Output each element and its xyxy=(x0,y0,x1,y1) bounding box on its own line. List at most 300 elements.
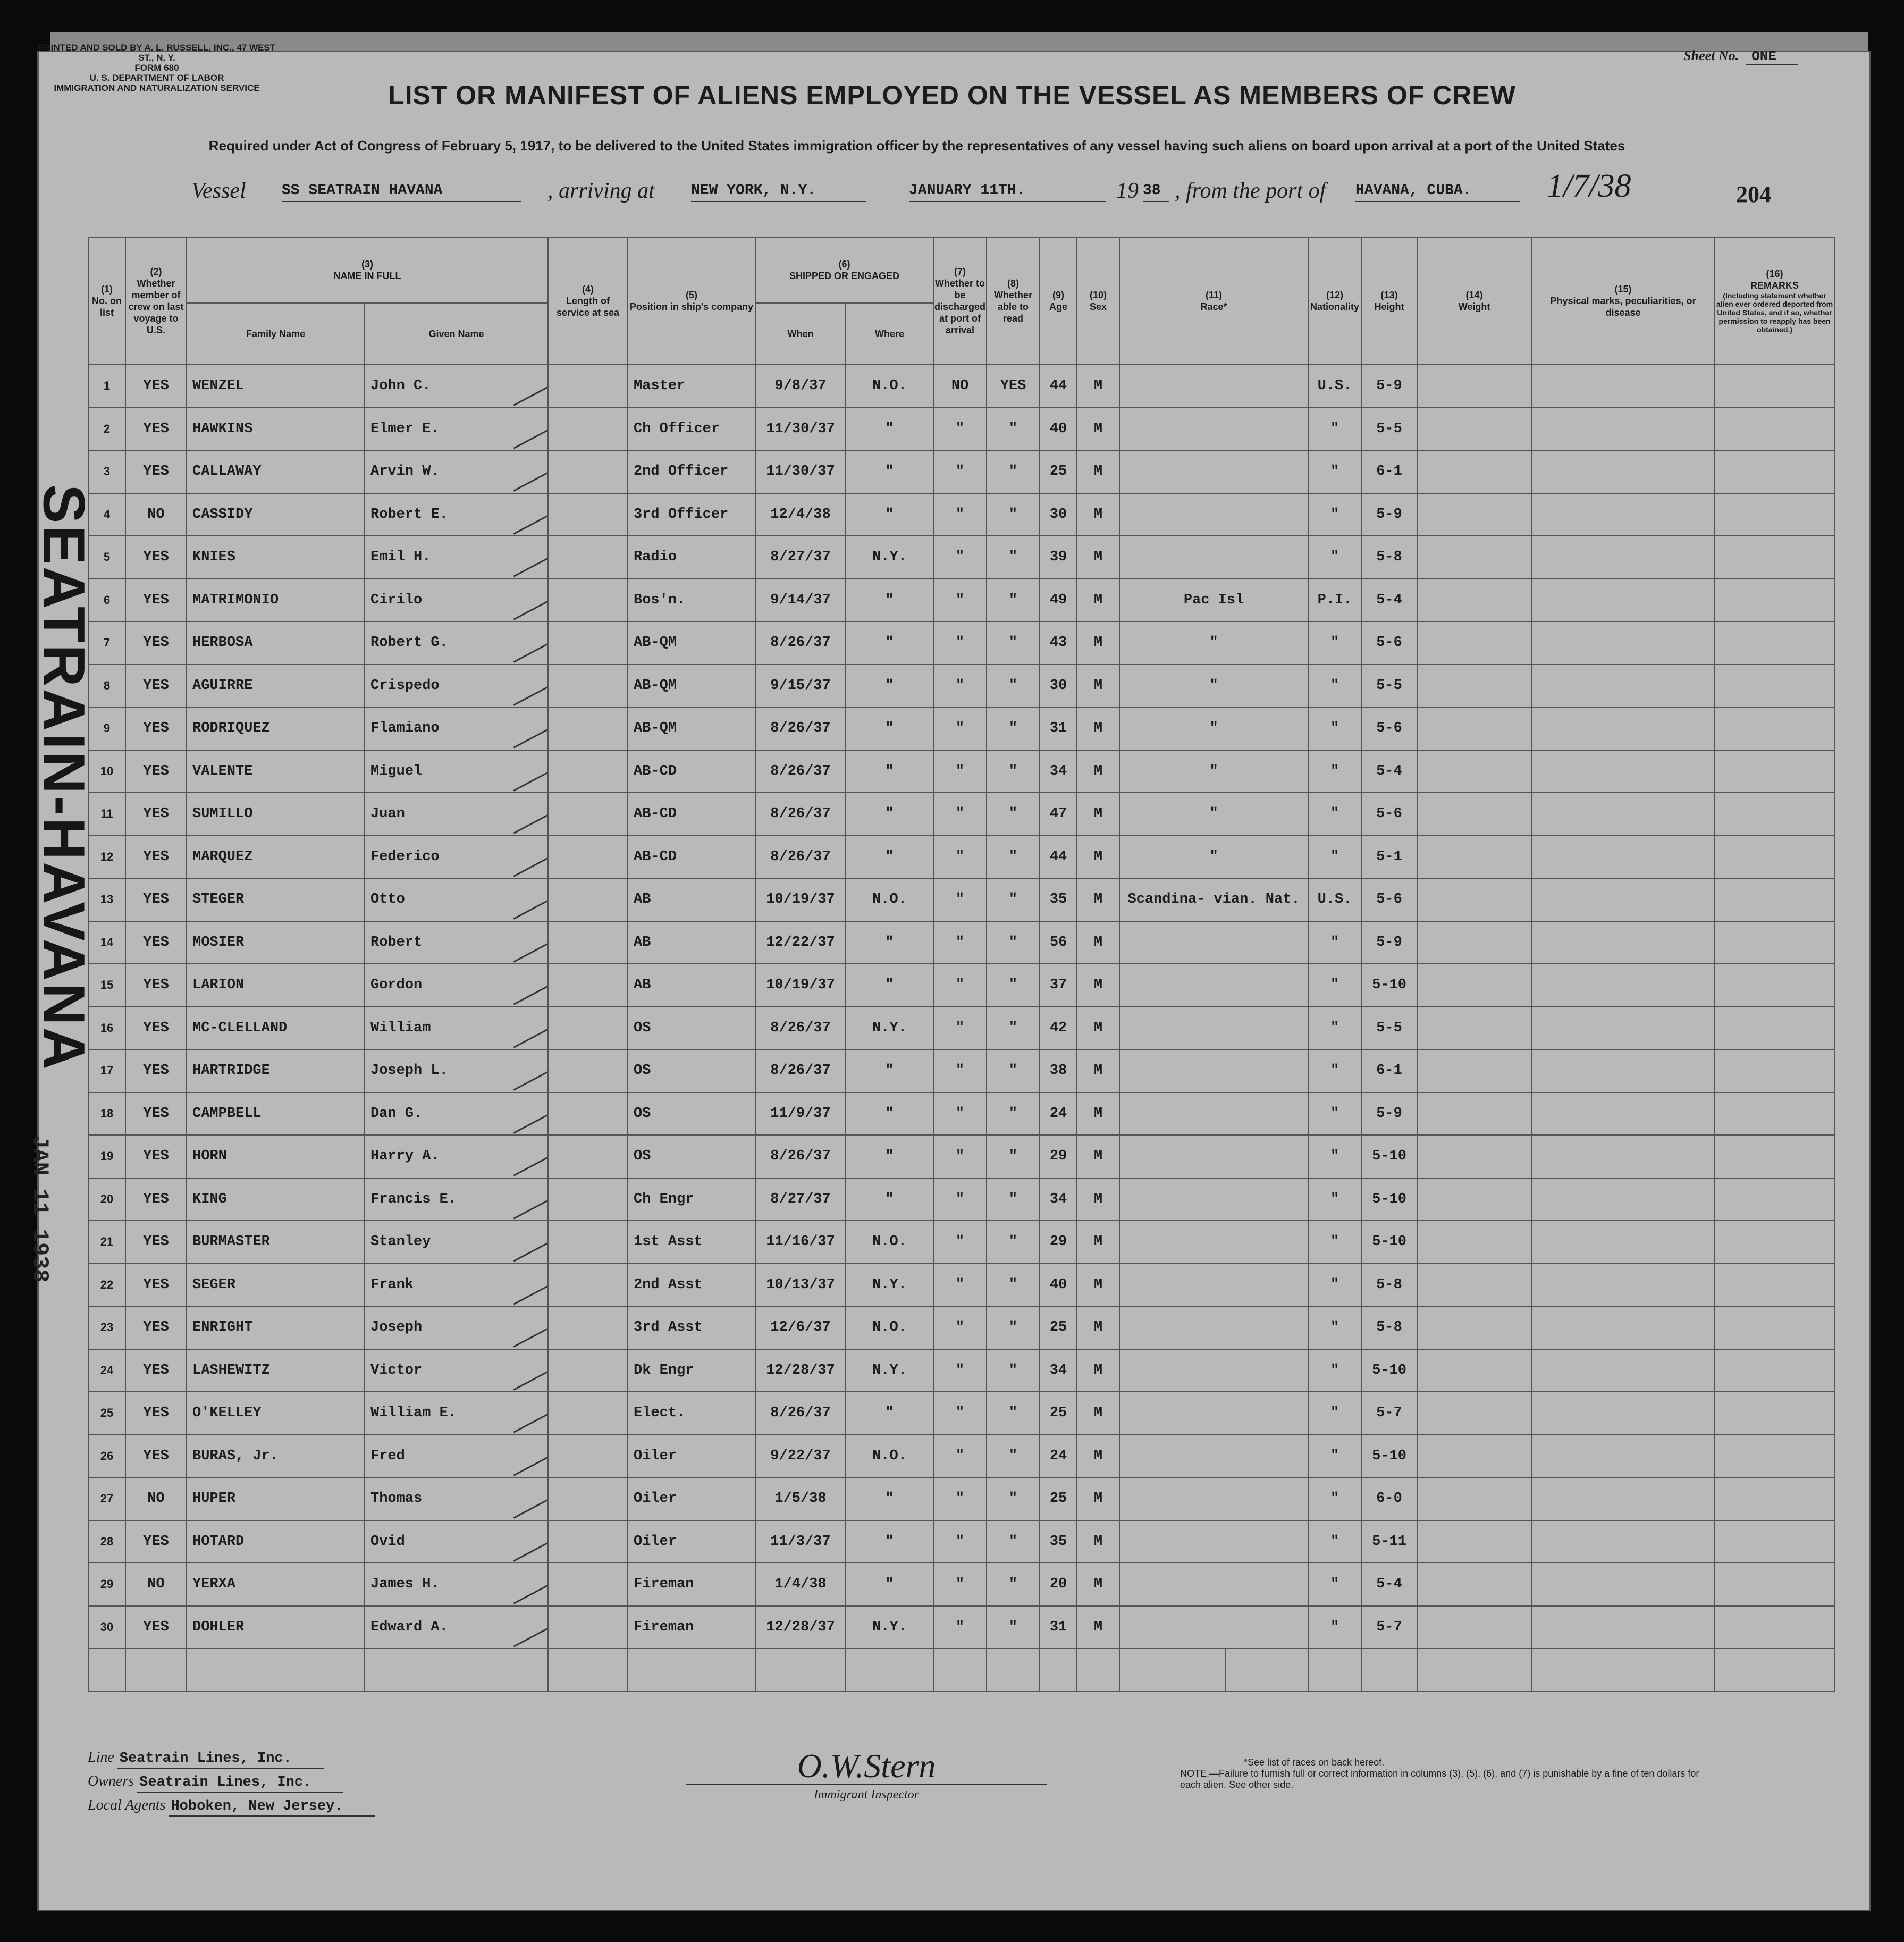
sheet-number-label: Sheet No. xyxy=(1683,48,1739,63)
age-value: 34 xyxy=(1049,763,1067,779)
shipped-where-cell xyxy=(846,921,933,964)
inspector-signature: O.W.Stern xyxy=(686,1746,1047,1785)
row-number-value: 28 xyxy=(100,1534,114,1548)
physical-marks-cell xyxy=(1531,1049,1715,1092)
discharged-cell xyxy=(933,1563,987,1606)
shipped-where-value: N.O. xyxy=(872,892,907,908)
given-name-cell xyxy=(365,1520,548,1563)
able-to-read-cell xyxy=(987,1135,1040,1178)
discharged-cell xyxy=(933,793,987,836)
race-cell xyxy=(1119,1221,1308,1264)
shipped-when-cell xyxy=(755,1178,846,1221)
col-where-header: Where xyxy=(846,303,933,365)
sex-value: M xyxy=(1093,1619,1103,1635)
family-name-cell xyxy=(187,1349,365,1392)
age-value: 40 xyxy=(1049,1276,1067,1293)
check-mark-icon xyxy=(503,878,548,920)
position-cell xyxy=(628,1606,755,1649)
age-value: 30 xyxy=(1049,506,1067,523)
sex-cell xyxy=(1077,793,1119,836)
discharged-value: " xyxy=(955,934,965,951)
shipped-where-value: " xyxy=(885,848,894,865)
height-value: 5-6 xyxy=(1376,806,1402,822)
blank-row xyxy=(88,1649,1834,1692)
last-voyage-cell xyxy=(125,493,187,536)
sex-value: M xyxy=(1093,549,1103,566)
age-cell xyxy=(1040,1221,1077,1264)
family-name-value: KNIES xyxy=(192,549,236,566)
nationality-value: " xyxy=(1330,1362,1339,1378)
height-value: 5-5 xyxy=(1376,677,1402,694)
position-value: AB xyxy=(634,977,651,994)
service: IMMIGRATION AND NATURALIZATION SERVICE xyxy=(54,83,260,93)
age-value: 35 xyxy=(1049,1533,1067,1550)
family-name-cell xyxy=(187,750,365,793)
discharged-cell xyxy=(933,836,987,879)
shipped-when-value: 11/16/37 xyxy=(766,1234,835,1250)
shipped-where-cell xyxy=(846,1049,933,1092)
age-value: 44 xyxy=(1049,848,1067,865)
nationality-cell xyxy=(1308,665,1361,708)
shipped-when-value: 8/26/37 xyxy=(770,1020,831,1036)
able-to-read-cell xyxy=(987,536,1040,579)
weight-cell xyxy=(1417,1392,1531,1435)
crew-row xyxy=(88,408,1834,451)
height-value: 5-4 xyxy=(1376,763,1402,779)
remarks-cell xyxy=(1715,493,1834,536)
crew-row xyxy=(88,1306,1834,1349)
able-to-read-value: " xyxy=(1008,1619,1018,1635)
given-name-value: Flamiano xyxy=(370,720,440,737)
row-number-value: 17 xyxy=(100,1064,114,1078)
weight-cell xyxy=(1417,493,1531,536)
discharged-value: " xyxy=(955,677,965,694)
shipped-when-cell xyxy=(755,1563,846,1606)
sex-cell xyxy=(1077,450,1119,493)
crew-row xyxy=(88,750,1834,793)
row-number-value: 22 xyxy=(100,1277,114,1291)
age-cell xyxy=(1040,1092,1077,1136)
family-name-cell xyxy=(187,1392,365,1435)
sex-value: M xyxy=(1093,1276,1103,1293)
race-cell xyxy=(1119,1349,1308,1392)
able-to-read-cell xyxy=(987,921,1040,964)
position-value: AB xyxy=(634,934,651,951)
family-name-value: LARION xyxy=(192,977,245,994)
form-number: FORM 680 xyxy=(134,63,179,73)
row-number-value: 27 xyxy=(100,1492,114,1506)
discharged-value: " xyxy=(955,421,965,437)
position-value: AB-CD xyxy=(634,848,677,865)
discharged-cell xyxy=(933,921,987,964)
position-cell xyxy=(628,921,755,964)
able-to-read-value: " xyxy=(1008,1362,1018,1378)
shipped-where-value: " xyxy=(885,1491,894,1507)
crew-row xyxy=(88,1563,1834,1606)
nationality-value: " xyxy=(1330,806,1339,822)
nationality-value: " xyxy=(1330,977,1339,994)
length-service-cell xyxy=(548,408,628,451)
able-to-read-cell xyxy=(987,964,1040,1007)
race-cell xyxy=(1119,579,1308,622)
row-number-value: 23 xyxy=(100,1321,114,1334)
position-cell xyxy=(628,450,755,493)
family-name-cell xyxy=(187,1520,365,1563)
length-service-cell xyxy=(548,450,628,493)
length-service-cell xyxy=(548,1049,628,1092)
last-voyage-cell xyxy=(125,450,187,493)
weight-cell xyxy=(1417,1435,1531,1478)
shipped-when-cell xyxy=(755,665,846,708)
family-name-cell xyxy=(187,1135,365,1178)
height-value: 5-5 xyxy=(1376,1020,1402,1036)
shipped-when-value: 9/14/37 xyxy=(770,592,831,608)
remarks-cell xyxy=(1715,450,1834,493)
check-mark-icon xyxy=(503,964,548,1005)
age-value: 20 xyxy=(1049,1576,1067,1593)
age-cell xyxy=(1040,450,1077,493)
given-name-value: Robert G. xyxy=(370,635,448,651)
age-value: 29 xyxy=(1049,1234,1067,1250)
height-cell xyxy=(1361,1221,1417,1264)
family-name-cell xyxy=(187,1092,365,1136)
height-cell xyxy=(1361,1178,1417,1221)
shipped-where-value: N.Y. xyxy=(872,1276,907,1293)
check-mark-icon xyxy=(503,1007,548,1048)
crew-row xyxy=(88,964,1834,1007)
able-to-read-value: " xyxy=(1008,1105,1018,1122)
sex-value: M xyxy=(1093,1319,1103,1336)
position-value: Fireman xyxy=(634,1619,694,1635)
check-mark-icon xyxy=(503,750,548,792)
family-name-cell xyxy=(187,793,365,836)
age-cell xyxy=(1040,1306,1077,1349)
height-value: 5-6 xyxy=(1376,635,1402,651)
position-value: Ch Engr xyxy=(634,1191,694,1207)
height-value: 5-10 xyxy=(1372,1148,1406,1165)
height-value: 5-10 xyxy=(1372,1362,1406,1378)
age-cell xyxy=(1040,1178,1077,1221)
col-discharged-header: (7) Whether to be discharged at port of arrival xyxy=(933,237,987,365)
height-value: 5-10 xyxy=(1372,1191,1406,1207)
position-cell xyxy=(628,493,755,536)
able-to-read-cell xyxy=(987,493,1040,536)
weight-cell xyxy=(1417,707,1531,750)
last-voyage-value: YES xyxy=(143,1319,169,1336)
shipped-where-value: " xyxy=(885,763,894,779)
discharged-cell xyxy=(933,365,987,408)
position-value: OS xyxy=(634,1063,651,1079)
length-service-cell xyxy=(548,1092,628,1136)
nationality-cell xyxy=(1308,964,1361,1007)
sex-cell xyxy=(1077,707,1119,750)
able-to-read-cell xyxy=(987,793,1040,836)
arrival-date: JANUARY 11TH. xyxy=(909,182,1106,202)
height-cell xyxy=(1361,665,1417,708)
last-voyage-value: YES xyxy=(143,806,169,822)
col-length-service-header: (4) Length of service at sea xyxy=(548,237,628,365)
nationality-value: " xyxy=(1330,1234,1339,1250)
weight-cell xyxy=(1417,450,1531,493)
nationality-value: " xyxy=(1330,1405,1339,1422)
height-value: 5-4 xyxy=(1376,1576,1402,1593)
age-cell xyxy=(1040,878,1077,921)
shipped-when-cell xyxy=(755,1520,846,1563)
able-to-read-value: " xyxy=(1008,1319,1018,1336)
height-value: 5-10 xyxy=(1372,1448,1406,1464)
discharged-cell xyxy=(933,536,987,579)
given-name-value: Dan G. xyxy=(370,1105,423,1122)
crew-row xyxy=(88,836,1834,879)
race-value: Scandina- vian. Nat. xyxy=(1127,892,1300,908)
height-value: 5-7 xyxy=(1376,1405,1402,1422)
able-to-read-value: " xyxy=(1008,635,1018,651)
family-name-cell xyxy=(187,408,365,451)
physical-marks-cell xyxy=(1531,1135,1715,1178)
row-number-cell xyxy=(88,1306,125,1349)
nationality-cell xyxy=(1308,1221,1361,1264)
nationality-cell xyxy=(1308,1178,1361,1221)
given-name-value: Joseph L. xyxy=(370,1063,448,1079)
nationality-value: " xyxy=(1330,549,1339,566)
height-cell xyxy=(1361,1306,1417,1349)
shipped-when-value: 1/4/38 xyxy=(774,1576,827,1593)
race-cell xyxy=(1119,1435,1308,1478)
race-cell xyxy=(1119,365,1308,408)
nationality-cell xyxy=(1308,408,1361,451)
agents-label: Local Agents xyxy=(88,1797,166,1813)
shipped-where-value: " xyxy=(885,677,894,694)
shipped-where-cell xyxy=(846,1435,933,1478)
fine-note: NOTE.—Failure to furnish full or correct information in columns (3), (5), (6), and (7) is punishable by a fine of ten dollars for each alien. See other side. xyxy=(1180,1768,1699,1790)
department: U. S. DEPARTMENT OF LABOR xyxy=(89,73,224,83)
height-value: 5-7 xyxy=(1376,1619,1402,1635)
shipped-when-cell xyxy=(755,964,846,1007)
given-name-cell xyxy=(365,1306,548,1349)
physical-marks-cell xyxy=(1531,665,1715,708)
sex-value: M xyxy=(1093,977,1103,994)
shipped-when-value: 8/27/37 xyxy=(770,549,831,566)
sex-value: M xyxy=(1093,806,1103,822)
nationality-value: " xyxy=(1330,763,1339,779)
shipped-where-value: " xyxy=(885,977,894,994)
able-to-read-cell xyxy=(987,1092,1040,1136)
vessel-name: SS SEATRAIN HAVANA xyxy=(282,182,521,202)
length-service-cell xyxy=(548,1563,628,1606)
nationality-value: " xyxy=(1330,635,1339,651)
sex-cell xyxy=(1077,1264,1119,1307)
last-voyage-value: NO xyxy=(147,1491,165,1507)
family-name-value: O'KELLEY xyxy=(192,1405,262,1422)
given-name-cell xyxy=(365,1563,548,1606)
document-number: 204 xyxy=(1736,181,1771,207)
position-value: OS xyxy=(634,1105,651,1122)
able-to-read-cell xyxy=(987,1349,1040,1392)
given-name-cell xyxy=(365,1049,548,1092)
discharged-value: " xyxy=(955,1405,965,1422)
page-title: LIST OR MANIFEST OF ALIENS EMPLOYED ON THE VESSEL AS MEMBERS OF CREW xyxy=(388,80,1516,110)
remarks-cell xyxy=(1715,878,1834,921)
row-number-value: 8 xyxy=(103,678,111,692)
shipped-when-cell xyxy=(755,579,846,622)
shipped-when-value: 12/28/37 xyxy=(766,1619,835,1635)
col-when-header: When xyxy=(755,303,846,365)
height-cell xyxy=(1361,536,1417,579)
inspector-signature-block xyxy=(686,1746,1047,1802)
physical-marks-cell xyxy=(1531,921,1715,964)
given-name-cell xyxy=(365,1092,548,1136)
weight-cell xyxy=(1417,1007,1531,1050)
shipped-where-cell xyxy=(846,1135,933,1178)
position-cell xyxy=(628,750,755,793)
sex-cell xyxy=(1077,579,1119,622)
family-name-cell xyxy=(187,1306,365,1349)
age-cell xyxy=(1040,1264,1077,1307)
discharged-cell xyxy=(933,1435,987,1478)
shipped-where-value: " xyxy=(885,1063,894,1079)
age-cell xyxy=(1040,536,1077,579)
shipped-when-value: 11/9/37 xyxy=(770,1105,831,1122)
last-voyage-value: YES xyxy=(143,1276,169,1293)
able-to-read-value: " xyxy=(1008,892,1018,908)
given-name-cell xyxy=(365,493,548,536)
height-cell xyxy=(1361,793,1417,836)
nationality-value: " xyxy=(1330,1619,1339,1635)
position-value: Bos'n. xyxy=(634,592,686,608)
shipped-when-value: 9/22/37 xyxy=(770,1448,831,1464)
discharged-cell xyxy=(933,408,987,451)
nationality-value: " xyxy=(1330,934,1339,951)
check-mark-icon xyxy=(503,1049,548,1091)
length-service-cell xyxy=(548,579,628,622)
crew-row xyxy=(88,1520,1834,1563)
row-number-value: 15 xyxy=(100,978,114,992)
given-name-cell xyxy=(365,707,548,750)
last-voyage-cell xyxy=(125,1092,187,1136)
date-stamp-text: JAN 11 1938 xyxy=(27,1135,53,1283)
able-to-read-cell xyxy=(987,750,1040,793)
shipped-where-value: N.Y. xyxy=(872,549,907,566)
last-voyage-cell xyxy=(125,1221,187,1264)
position-cell xyxy=(628,878,755,921)
col-nationality-header: (12) Nationality xyxy=(1308,237,1361,365)
check-mark-icon xyxy=(503,1349,548,1391)
shipped-when-cell xyxy=(755,707,846,750)
discharged-cell xyxy=(933,1349,987,1392)
last-voyage-cell xyxy=(125,1264,187,1307)
sex-value: M xyxy=(1093,1020,1103,1036)
position-value: AB-QM xyxy=(634,635,677,651)
remarks-cell xyxy=(1715,621,1834,665)
last-voyage-cell xyxy=(125,536,187,579)
from-label: , from the port of xyxy=(1175,179,1326,203)
sex-value: M xyxy=(1093,1148,1103,1165)
nationality-cell xyxy=(1308,1435,1361,1478)
given-name-cell xyxy=(365,1221,548,1264)
race-value: " xyxy=(1209,720,1218,737)
col-number-header: (1) No. on list xyxy=(88,237,125,365)
able-to-read-cell xyxy=(987,1306,1040,1349)
remarks-cell xyxy=(1715,1007,1834,1050)
able-to-read-value: " xyxy=(1008,1234,1018,1250)
last-voyage-cell xyxy=(125,1007,187,1050)
nationality-cell xyxy=(1308,878,1361,921)
position-cell xyxy=(628,408,755,451)
check-mark-icon xyxy=(503,579,548,620)
discharged-value: " xyxy=(955,848,965,865)
departure-port: HAVANA, CUBA. xyxy=(1355,182,1520,202)
last-voyage-value: YES xyxy=(143,677,169,694)
age-value: 38 xyxy=(1049,1063,1067,1079)
last-voyage-cell xyxy=(125,921,187,964)
discharged-value: " xyxy=(955,1234,965,1250)
position-value: Elect. xyxy=(634,1405,686,1422)
height-value: 5-6 xyxy=(1376,720,1402,737)
discharged-value: " xyxy=(955,1105,965,1122)
sex-value: M xyxy=(1093,720,1103,737)
given-name-value: Gordon xyxy=(370,977,423,994)
shipped-when-value: 12/4/38 xyxy=(770,506,831,523)
shipped-where-cell xyxy=(846,1477,933,1520)
weight-cell xyxy=(1417,964,1531,1007)
position-cell xyxy=(628,1092,755,1136)
shipped-when-cell xyxy=(755,1049,846,1092)
sex-cell xyxy=(1077,621,1119,665)
age-value: 56 xyxy=(1049,934,1067,951)
nationality-value: U.S. xyxy=(1317,892,1352,908)
remarks-cell xyxy=(1715,1477,1834,1520)
family-name-cell xyxy=(187,878,365,921)
able-to-read-cell xyxy=(987,1477,1040,1520)
family-name-cell xyxy=(187,536,365,579)
vessel-line xyxy=(154,168,1775,210)
nationality-value: " xyxy=(1330,1491,1339,1507)
check-mark-icon xyxy=(503,836,548,877)
able-to-read-cell xyxy=(987,1178,1040,1221)
shipped-when-value: 10/19/37 xyxy=(766,892,835,908)
position-cell xyxy=(628,1520,755,1563)
race-cell xyxy=(1119,836,1308,879)
race-cell xyxy=(1119,1606,1308,1649)
physical-marks-cell xyxy=(1531,579,1715,622)
shipped-where-value: N.Y. xyxy=(872,1362,907,1378)
discharged-value: " xyxy=(955,549,965,566)
discharged-value: NO xyxy=(951,378,969,394)
family-name-value: MC-CLELLAND xyxy=(192,1020,288,1036)
nationality-cell xyxy=(1308,1264,1361,1307)
family-name-value: HOTARD xyxy=(192,1533,245,1550)
position-cell xyxy=(628,964,755,1007)
discharged-cell xyxy=(933,878,987,921)
last-voyage-value: YES xyxy=(143,592,169,608)
position-value: Dk Engr xyxy=(634,1362,694,1378)
nationality-value: " xyxy=(1330,848,1339,865)
able-to-read-cell xyxy=(987,878,1040,921)
age-value: 40 xyxy=(1049,421,1067,437)
shipped-where-cell xyxy=(846,365,933,408)
row-number-cell xyxy=(88,1606,125,1649)
weight-cell xyxy=(1417,665,1531,708)
last-voyage-cell xyxy=(125,579,187,622)
last-voyage-cell xyxy=(125,1135,187,1178)
crew-row xyxy=(88,665,1834,708)
discharged-value: " xyxy=(955,1319,965,1336)
age-value: 31 xyxy=(1049,1619,1067,1635)
able-to-read-value: " xyxy=(1008,421,1018,437)
height-value: 5-9 xyxy=(1376,1105,1402,1122)
shipped-when-value: 8/26/37 xyxy=(770,806,831,822)
remarks-cell xyxy=(1715,1306,1834,1349)
